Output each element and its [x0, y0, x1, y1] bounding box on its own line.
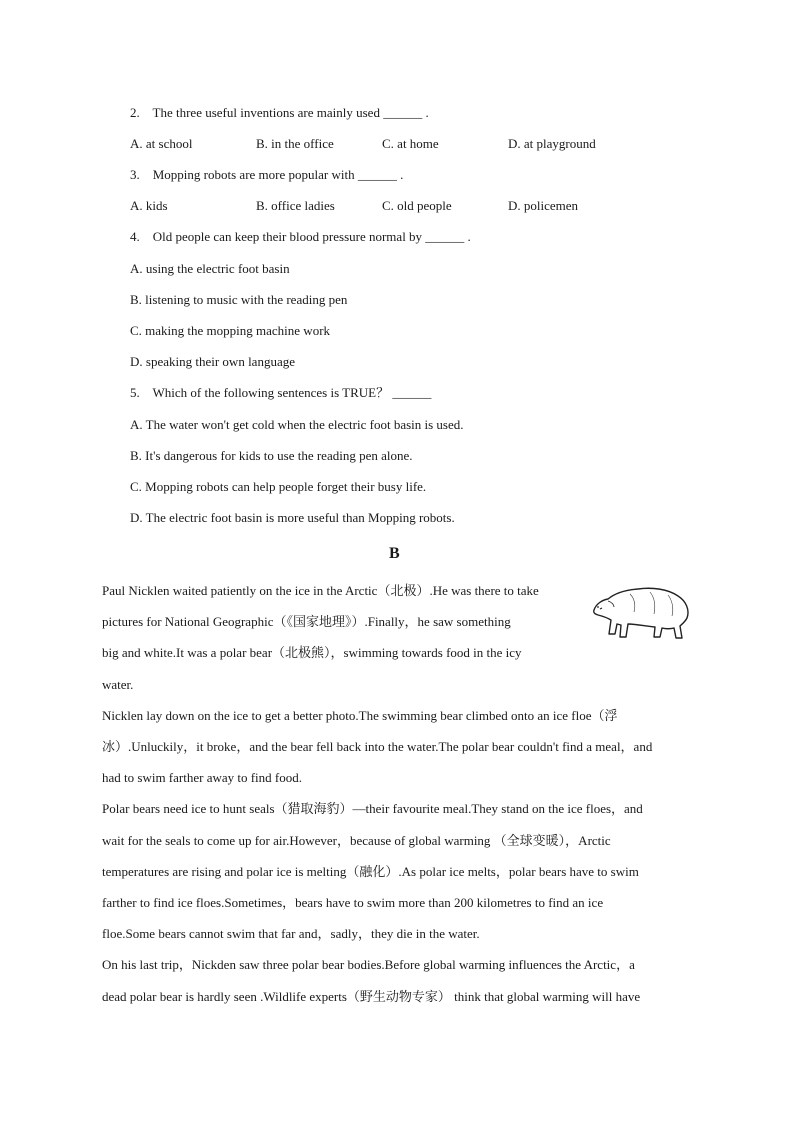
option-b — [130, 292, 347, 308]
option-text: The water won't get cold when the electric foot basin is used. — [145, 417, 464, 432]
option-letter: D. — [130, 510, 143, 525]
option-text: office ladies — [271, 198, 335, 213]
question-3 — [130, 167, 403, 183]
option-c — [130, 323, 330, 339]
section-b-title: B — [389, 545, 400, 562]
question-number: 2. — [130, 105, 140, 120]
question-5 — [130, 385, 431, 401]
option-letter: C. — [130, 479, 142, 494]
question-2 — [130, 105, 429, 121]
option-letter: B. — [256, 198, 268, 213]
option-d — [508, 136, 596, 152]
option-text: speaking their own language — [145, 354, 295, 369]
passage-line-5: Nicklen lay down on the ice to get a better photo.The swimming bear climbed onto an ice floe（浮 — [102, 708, 618, 723]
option-text: kids — [145, 198, 168, 213]
option-letter: D. — [130, 354, 143, 369]
option-letter: C. — [382, 198, 394, 213]
option-text: in the office — [271, 136, 334, 151]
option-letter: A. — [130, 198, 143, 213]
question-4 — [130, 229, 471, 245]
option-text: using the electric foot basin — [145, 261, 290, 276]
passage-line-3: big and white.It was a polar bear（北极熊），swimming towards food in the icy — [102, 645, 522, 660]
option-text: It's dangerous for kids to use the reading pen alone. — [145, 448, 413, 463]
passage-line-8: Polar bears need ice to hunt seals（猎取海豹）—their favourite meal.They stand on the ice floes，and — [102, 801, 643, 816]
option-b — [130, 448, 413, 464]
option-b — [256, 136, 334, 152]
option-letter: A. — [130, 261, 143, 276]
question-text: Which of the following sentences is TRUE？ ______ — [152, 385, 432, 400]
option-text: old people — [397, 198, 452, 213]
option-text: policemen — [523, 198, 579, 213]
option-text: at home — [397, 136, 439, 151]
passage-line-4: water. — [102, 677, 134, 692]
passage-line-2: pictures for National Geographic（《国家地理》）.Finally，he saw something — [102, 614, 511, 629]
passage-line-9: wait for the seals to come up for air.However，because of global warming （全球变暖），Arctic — [102, 833, 611, 848]
option-letter: B. — [130, 448, 142, 463]
option-c — [130, 479, 426, 495]
option-c — [382, 198, 452, 214]
option-text: listening to music with the reading pen — [145, 292, 348, 307]
polar-bear-icon — [590, 582, 692, 642]
option-a — [130, 417, 464, 433]
question-text: Old people can keep their blood pressure normal by ______ . — [152, 229, 471, 244]
option-a — [130, 136, 192, 152]
passage-line-10: temperatures are rising and polar ice is melting（融化）.As polar ice melts，polar bears have to swim — [102, 864, 639, 879]
question-number: 3. — [130, 167, 140, 182]
option-letter: D. — [508, 136, 521, 151]
option-c — [382, 136, 439, 152]
option-text: Mopping robots can help people forget their busy life. — [145, 479, 427, 494]
passage-line-13: On his last trip，Nickden saw three polar bear bodies.Before global warming influences the Arctic，a — [102, 957, 635, 972]
option-a — [130, 261, 290, 277]
option-text: at playground — [523, 136, 596, 151]
passage-line-14: dead polar bear is hardly seen .Wildlife experts（野生动物专家） think that global warming will have — [102, 989, 641, 1004]
passage-line-6: 冰）.Unluckily，it broke，and the bear fell back into the water.The polar bear couldn't find a meal，and — [102, 739, 653, 754]
passage-line-12: floe.Some bears cannot swim that far and，sadly，they die in the water. — [102, 926, 480, 941]
passage-line-1: Paul Nicklen waited patiently on the ice in the Arctic（北极）.He was there to take — [102, 583, 539, 598]
option-d — [130, 354, 295, 370]
option-letter: A. — [130, 417, 143, 432]
question-text: The three useful inventions are mainly used ______ . — [152, 105, 429, 120]
option-d — [130, 510, 455, 526]
question-number: 4. — [130, 229, 140, 244]
question-text: Mopping robots are more popular with ______ . — [152, 167, 404, 182]
option-b — [256, 198, 335, 214]
passage-line-7: had to swim farther away to find food. — [102, 770, 303, 785]
question-number: 5. — [130, 385, 140, 400]
passage-line-11: farther to find ice floes.Sometimes，bears have to swim more than 200 kilometres to find an ice — [102, 895, 604, 910]
option-text: The electric foot basin is more useful than Mopping robots. — [145, 510, 455, 525]
option-d — [508, 198, 578, 214]
option-a — [130, 198, 168, 214]
option-letter: D. — [508, 198, 521, 213]
option-letter: B. — [256, 136, 268, 151]
option-text: making the mopping machine work — [145, 323, 331, 338]
option-text: at school — [145, 136, 193, 151]
option-letter: A. — [130, 136, 143, 151]
option-letter: B. — [130, 292, 142, 307]
option-letter: C. — [382, 136, 394, 151]
option-letter: C. — [130, 323, 142, 338]
